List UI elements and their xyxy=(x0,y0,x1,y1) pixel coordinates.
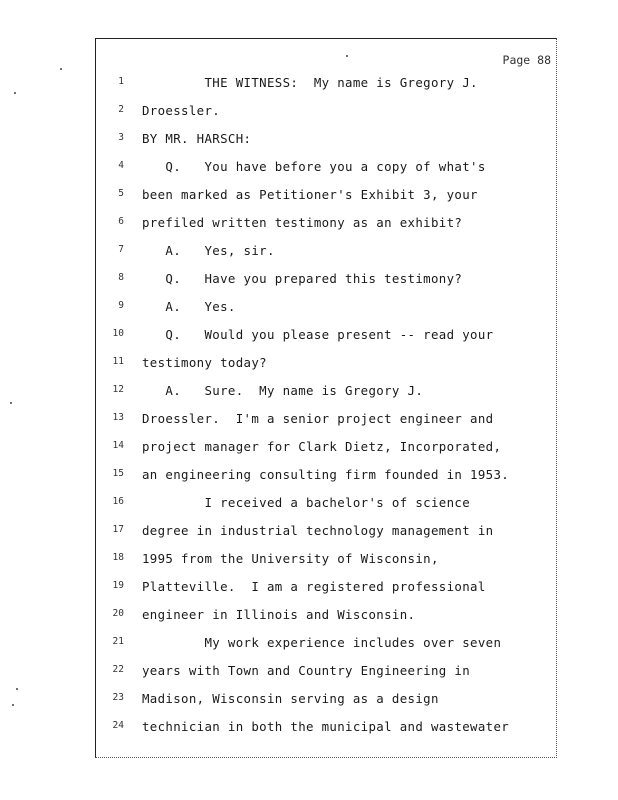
line-number: 20 xyxy=(112,608,124,619)
line-number: 7 xyxy=(118,244,124,255)
transcript-line: an engineering consulting firm founded in 1953. xyxy=(142,467,510,482)
line-number: 3 xyxy=(118,132,124,143)
line-number: 4 xyxy=(118,160,124,171)
transcript-line: A. Yes, sir. xyxy=(142,243,275,258)
line-number: 19 xyxy=(112,580,124,591)
line-number: 10 xyxy=(112,328,124,339)
transcript-line: been marked as Petitioner's Exhibit 3, your xyxy=(142,187,478,202)
transcript-line: engineer in Illinois and Wisconsin. xyxy=(142,607,416,622)
transcript-line: BY MR. HARSCH: xyxy=(142,131,252,146)
transcript-line: testimony today? xyxy=(142,355,267,370)
transcript-line: I received a bachelor's of science xyxy=(142,495,471,510)
transcript-line: technician in both the municipal and wastewater xyxy=(142,719,510,734)
transcript-line: 1995 from the University of Wisconsin, xyxy=(142,551,439,566)
line-number: 8 xyxy=(118,272,124,283)
line-number: 24 xyxy=(112,720,124,731)
transcript-line: Droessler. xyxy=(142,103,221,118)
scan-speck xyxy=(346,55,348,57)
scan-speck xyxy=(16,688,18,690)
transcript-line: Droessler. I'm a senior project engineer and xyxy=(142,411,494,426)
line-number: 13 xyxy=(112,412,124,423)
transcript-line: Q. You have before you a copy of what's xyxy=(142,159,486,174)
line-number: 14 xyxy=(112,440,124,451)
line-number: 15 xyxy=(112,468,124,479)
transcript-line: Platteville. I am a registered professional xyxy=(142,579,486,594)
line-number: 11 xyxy=(112,356,124,367)
line-number: 23 xyxy=(112,692,124,703)
transcript-line: years with Town and Country Engineering in xyxy=(142,663,471,678)
line-number: 17 xyxy=(112,524,124,535)
transcript-line: Madison, Wisconsin serving as a design xyxy=(142,691,439,706)
line-number: 9 xyxy=(118,300,124,311)
transcript-line: prefiled written testimony as an exhibit? xyxy=(142,215,463,230)
transcript-page xyxy=(95,38,557,758)
line-number: 21 xyxy=(112,636,124,647)
line-number: 5 xyxy=(118,188,124,199)
line-number: 22 xyxy=(112,664,124,675)
line-number: 18 xyxy=(112,552,124,563)
line-number: 12 xyxy=(112,384,124,395)
page-number: Page 88 xyxy=(502,53,551,67)
transcript-line: THE WITNESS: My name is Gregory J. xyxy=(142,75,478,90)
line-number: 6 xyxy=(118,216,124,227)
transcript-line: project manager for Clark Dietz, Incorporated, xyxy=(142,439,502,454)
line-number: 1 xyxy=(118,76,124,87)
transcript-line: degree in industrial technology management in xyxy=(142,523,494,538)
scan-speck xyxy=(14,92,16,94)
transcript-line: My work experience includes over seven xyxy=(142,635,502,650)
transcript-line: A. Sure. My name is Gregory J. xyxy=(142,383,424,398)
scan-speck xyxy=(12,704,14,706)
transcript-line: Q. Would you please present -- read your xyxy=(142,327,494,342)
scan-speck xyxy=(10,402,12,404)
scan-speck xyxy=(60,68,62,70)
transcript-line: Q. Have you prepared this testimony? xyxy=(142,271,463,286)
transcript-line: A. Yes. xyxy=(142,299,236,314)
line-number: 16 xyxy=(112,496,124,507)
line-number: 2 xyxy=(118,104,124,115)
